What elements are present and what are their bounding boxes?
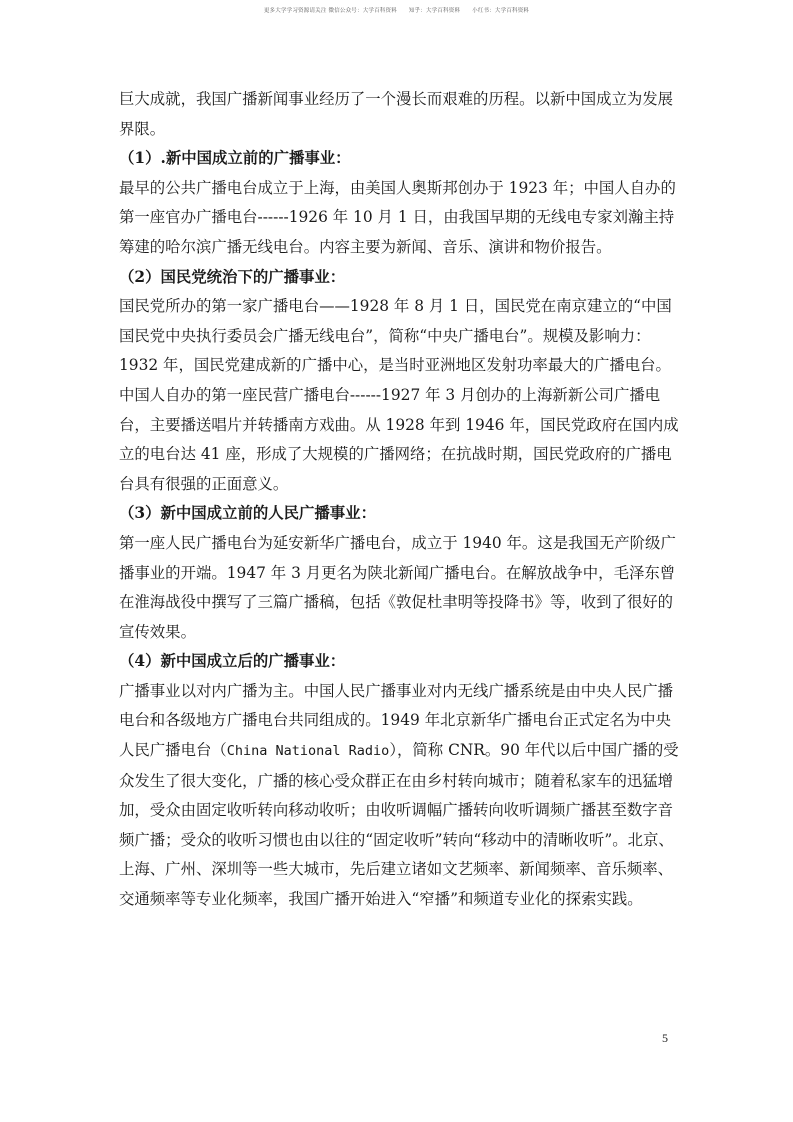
header-xiaohongshu-note: 小红书：大学百科资料 bbox=[472, 8, 530, 14]
section-heading-1: （1）.新中国成立前的广播事业： bbox=[119, 149, 351, 168]
header-zhihu-note: 知乎：大学百科资料 bbox=[408, 8, 461, 14]
header-wechat-note: 更多大学学习资源请关注 微信公众号：大学百科资料 bbox=[263, 8, 397, 14]
paragraph-section-1: 最早的公共广播电台成立于上海，由美国人奥斯邦创办于 1923 年；中国人自办的第一座官办广播电台------1926 年 10 月 1 日，由我国早期的无线电专家刘瀚主持筹建的哈尔滨广播无线电台。内容主要为新闻、音乐、演讲和物价报告。 bbox=[119, 178, 676, 256]
paragraph-intro: 巨大成就，我国广播新闻事业经历了一个漫长而艰难的历程。以新中国成立为发展界限。 bbox=[119, 90, 674, 138]
paragraph-section-4-part1: 广播事业以对内广播为主。中国人民广播事业对内无线广播系统是由中央人民广播电台和各级地方广播电台共同组成的。1949 年北京新华广播电台正式定名为中央人民广播电台（ bbox=[119, 681, 674, 760]
page-header bbox=[0, 6, 793, 14]
paragraph-section-4-part2: ），简称 CNR。90 年代以后中国广播的受众发生了很大变化，广播的核心受众群正在由乡村转向城市；随着私家车的迅猛增加，受众由固定收听转向移动收听；由收听调幅广播转向收听调频广播甚至数字音频广播；受众的收听习惯也由以往的“固定收听”转向“移动中的清晰收听”。北京、上海、广州、深圳等一些大城市，先后建立诸如文艺频率、新闻频率、音乐频率、交通频率等专业化频率，我国广播开始进入“窄播”和频道专业化的探索实践。 bbox=[119, 741, 679, 909]
document-body bbox=[119, 85, 680, 915]
section-heading-3: （3）新中国成立前的人民广播事业： bbox=[119, 504, 376, 523]
section-heading-4: （4）新中国成立后的广播事业： bbox=[119, 652, 346, 671]
paragraph-section-2b: 中国人自办的第一座民营广播电台------1927 年 3 月创办的上海新新公司广播电台，主要播送唱片并转播南方戏曲。从 1928 年到 1946 年，国民党政府在国内成立的电台达 41 座，形成了大规模的广播网络；在抗战时期，国民党政府的广播电台具有很强的正面意义。 bbox=[119, 385, 679, 493]
english-station-name: China National Radio bbox=[226, 743, 390, 760]
paragraph-section-2a: 国民党所办的第一家广播电台——1928 年 8 月 1 日，国民党在南京建立的“中国国民党中央执行委员会广播无线电台”，简称“中央广播电台”。规模及影响力：1932 年，国民党建成新的广播中心，是当时亚洲地区发射功率最大的广播电台。 bbox=[119, 297, 672, 375]
paragraph-section-4 bbox=[119, 677, 680, 915]
page-number: 5 bbox=[662, 1031, 668, 1045]
paragraph-section-3: 第一座人民广播电台为延安新华广播电台，成立于 1940 年。这是我国无产阶级广播事业的开端。1947 年 3 月更名为陕北新闻广播电台。在解放战争中，毛泽东曾在淮海战役中撰写了三篇广播稿，包括《敦促杜聿明等投降书》等，收到了很好的宣传效果。 bbox=[119, 533, 676, 641]
section-heading-2: （2）国民党统治下的广播事业： bbox=[119, 267, 346, 286]
